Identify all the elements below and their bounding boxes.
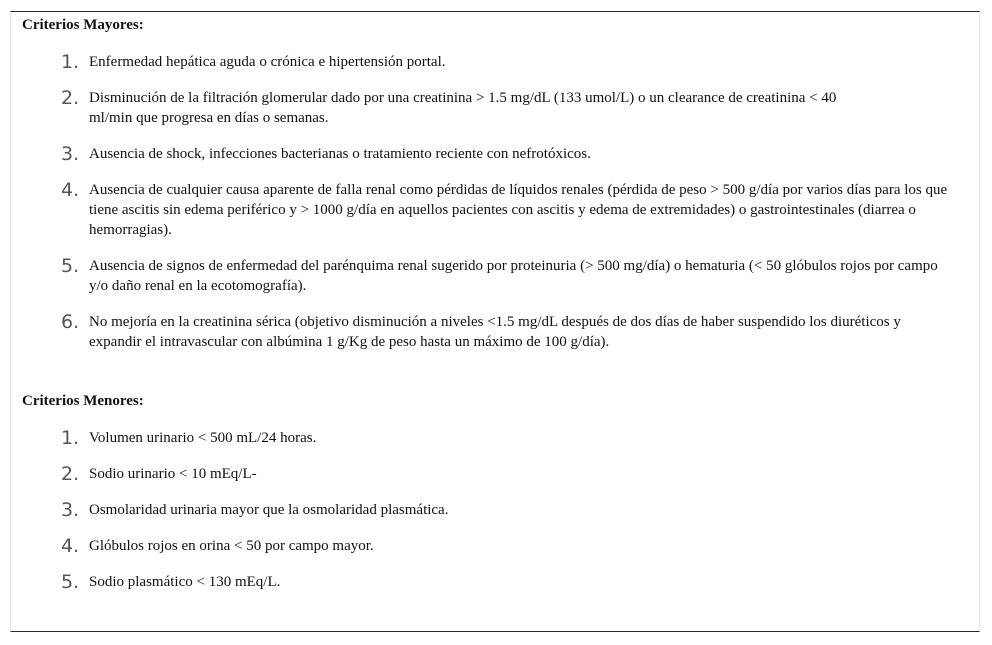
minor-criteria-item-5 — [61, 572, 951, 592]
list-item-text: Sodio plasmático < 130 mEq/L. — [89, 574, 281, 590]
list-number: 1. — [61, 427, 80, 449]
list-item-text: Glóbulos rojos en orina < 50 por campo mayor. — [89, 538, 374, 554]
major-criteria-item-5 — [61, 256, 951, 296]
list-number: 5. — [61, 255, 80, 277]
list-item-text: Ausencia de shock, infecciones bacterianas o tratamiento reciente con nefrotóxicos. — [89, 146, 591, 162]
list-number: 2. — [61, 87, 80, 109]
list-number: 4. — [61, 179, 80, 201]
list-number: 1. — [61, 51, 80, 73]
minor-criteria-title: Criterios Menores: — [22, 393, 144, 409]
list-number: 6. — [61, 311, 80, 333]
list-number: 3. — [61, 499, 80, 521]
list-item-text: Osmolaridad urinaria mayor que la osmolaridad plasmática. — [89, 502, 449, 518]
criteria-panel — [10, 11, 980, 632]
list-item-text: Sodio urinario < 10 mEq/L- — [89, 466, 257, 482]
minor-criteria-item-2 — [61, 464, 951, 484]
major-criteria-item-1 — [61, 52, 951, 72]
major-criteria-item-3 — [61, 144, 951, 164]
list-number: 2. — [61, 463, 80, 485]
major-criteria-item-2 — [61, 88, 951, 128]
list-number: 3. — [61, 143, 80, 165]
list-item-text: No mejoría en la creatinina sérica (objetivo disminución a niveles <1.5 mg/dL después de dos días de haber suspendido los diuréticos y expandir el intravascular con albúmina 1 g/Kg de peso hasta un máximo de 100 g/día). — [89, 314, 901, 350]
major-criteria-item-4 — [61, 180, 951, 240]
minor-criteria-item-4 — [61, 536, 951, 556]
list-number: 4. — [61, 535, 80, 557]
list-item-text: Ausencia de signos de enfermedad del parénquima renal sugerido por proteinuria (> 500 mg/día) o hematuria (< 50 glóbulos rojos por campo y/o daño renal en la ecotomografía). — [89, 258, 938, 294]
list-item-text: Volumen urinario < 500 mL/24 horas. — [89, 430, 317, 446]
minor-criteria-item-3 — [61, 500, 951, 520]
list-item-text: Disminución de la filtración glomerular dado por una creatinina > 1.5 mg/dL (133 umol/L) o un clearance de creatinina < 40 ml/min que progresa en días o semanas. — [89, 90, 837, 126]
major-criteria-item-6 — [61, 312, 951, 352]
list-item-text: Enfermedad hepática aguda o crónica e hipertensión portal. — [89, 54, 446, 70]
list-number: 5. — [61, 571, 80, 593]
list-item-text: Ausencia de cualquier causa aparente de falla renal como pérdidas de líquidos renales (pérdida de peso > 500 g/día por varios días para los que tiene ascitis sin edema periférico y > 1000 g/día en aquellos pacientes con ascitis y edema de extremidades) o gastrointestinales (diarrea o hemorragias). — [89, 182, 948, 238]
minor-criteria-item-1 — [61, 428, 951, 448]
major-criteria-title: Criterios Mayores: — [22, 17, 144, 33]
